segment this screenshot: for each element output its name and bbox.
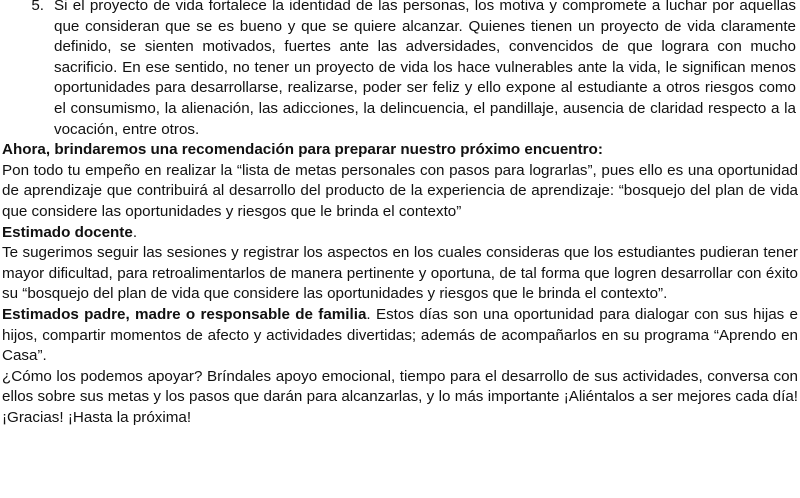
recommendation-paragraph: Pon todo tu empeño en realizar la “lista de metas personales con pasos para lograrlas”, pues ello es una oportunidad de aprendizaje que contribuirá al desarrollo del producto de la experiencia de aprendizaje: “bosquejo del plan de vida que considere las oportunidades y riesgos que le brinda el contexto” xyxy=(2,161,798,220)
list-item-5 xyxy=(2,0,798,140)
support-paragraph: ¿Cómo los podemos apoyar? Bríndales apoyo emocional, tiempo para el desarrollo de sus actividades, conversa con ellos sobre sus metas y los pasos que darán para alcanzarlas, y lo más importante ¡Aliéntalos a ser mejores cada día! ¡Gracias! ¡Hasta la próxima! xyxy=(2,367,798,426)
list-item-number: 5. xyxy=(31,0,44,14)
parents-heading-punct: . xyxy=(366,305,371,323)
parents-text: Estos días son una oportunidad para dialogar con sus hijas e hijos, compartir momentos de afecto y actividades divertidas; además de acompañarlos en su programa “Aprendo en Casa”. xyxy=(2,305,798,365)
recommendation-heading: Ahora, brindaremos una recomendación para preparar nuestro próximo encuentro: xyxy=(2,141,603,159)
parents-heading: Estimados padre, madre o responsable de familia xyxy=(2,305,367,323)
teacher-heading-line xyxy=(2,223,798,244)
list-item-text: Si el proyecto de vida fortalece la identidad de las personas, los motiva y compromete a luchar por aquellas que consideran que se es bueno y que se quiere alcanzar. Quienes tienen un proyecto de vida claramente definido, se sienten motivados, fuertes ante las adversidades, convencidos de que lograra con mucho sacrificio. En ese sentido, no tener un proyecto de vida los hace vulnerables ante la vida, le significan menos oportunidades para desarrollarse, realizarse, poder ser feliz y ello expone al estudiante a otros riesgos como el consumismo, la alienación, las adicciones, la delincuencia, el pandillaje, ausencia de claridad respecto a la vocación, entre otros. xyxy=(54,0,796,138)
parents-paragraph xyxy=(2,305,798,367)
teacher-heading-punct: . xyxy=(132,223,138,241)
teacher-heading: Estimado docente xyxy=(2,223,133,241)
teacher-paragraph: Te sugerimos seguir las sesiones y registrar los aspectos en los cuales consideras que los estudiantes pudieran tener mayor dificultad, para retroalimentarlos de manera pertinente y oportuna, de tal forma que logren desarrollar con éxito su “bosquejo del plan de vida que considere las oportunidades y riesgos que le brinda el contexto”. xyxy=(2,244,798,303)
